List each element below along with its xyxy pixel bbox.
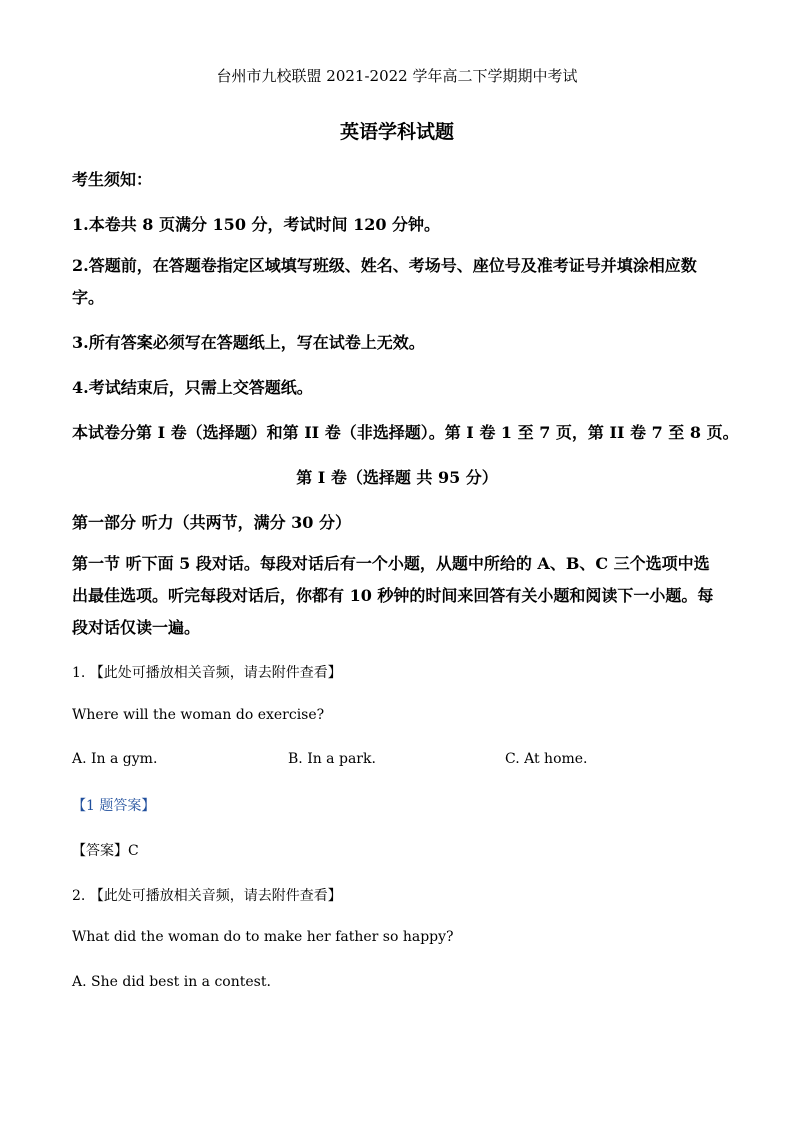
notice-item-2: 2.答题前，在答题卷指定区域填写班级、姓名、考场号、座位号及准考证号并填涂相应数字。 — [72, 256, 697, 307]
option-c-q1: C. At home. — [505, 751, 588, 767]
option-a-q2: A. She did best in a contest. — [72, 974, 271, 990]
question-text-q1: Where will the woman do exercise? — [72, 707, 325, 723]
notice-item-4: 4.考试结束后，只需上交答题纸。 — [72, 378, 313, 397]
paper-structure: 本试卷分第 I 卷（选择题）和第 II 卷（非选择题）。第 I 卷 1 至 7 页，第 II 卷 7 至 8 页。 — [72, 423, 739, 442]
notice-item-3: 3.所有答案必须写在答题纸上，写在试卷上无效。 — [72, 333, 425, 352]
audio-note-q1: 1. 【此处可播放相关音频，请去附件查看】 — [72, 665, 342, 681]
option-b-q1: B. In a park. — [288, 751, 376, 767]
notice-heading: 考生须知： — [72, 170, 153, 189]
option-a-q1: A. In a gym. — [72, 751, 158, 767]
question-text-q2: What did the woman do to make her father so happy? — [72, 929, 454, 945]
part-title: 第一部分 听力（共两节，满分 30 分） — [72, 513, 351, 532]
listening-instructions: 第一节 听下面 5 段对话。每段对话后有一个小题，从题中所给的 A、B、C 三个选项中选出最佳选项。听完每段对话后，你都有 10 秒钟的时间来回答有关小题和阅读下一小题。每段对话仅读一遍。 — [72, 554, 714, 637]
exam-subtitle: 台州市九校联盟 2021-2022 学年高二下学期期中考试 — [216, 67, 578, 85]
exam-title: 英语学科试题 — [339, 121, 454, 143]
answer-q1: 【答案】C — [72, 843, 139, 859]
audio-note-q2: 2. 【此处可播放相关音频，请去附件查看】 — [72, 888, 342, 904]
section-title: 第 I 卷（选择题 共 95 分） — [296, 468, 498, 487]
notice-item-1: 1.本卷共 8 页满分 150 分，考试时间 120 分钟。 — [72, 215, 441, 234]
answer-heading-q1: 【1 题答案】 — [72, 798, 156, 814]
